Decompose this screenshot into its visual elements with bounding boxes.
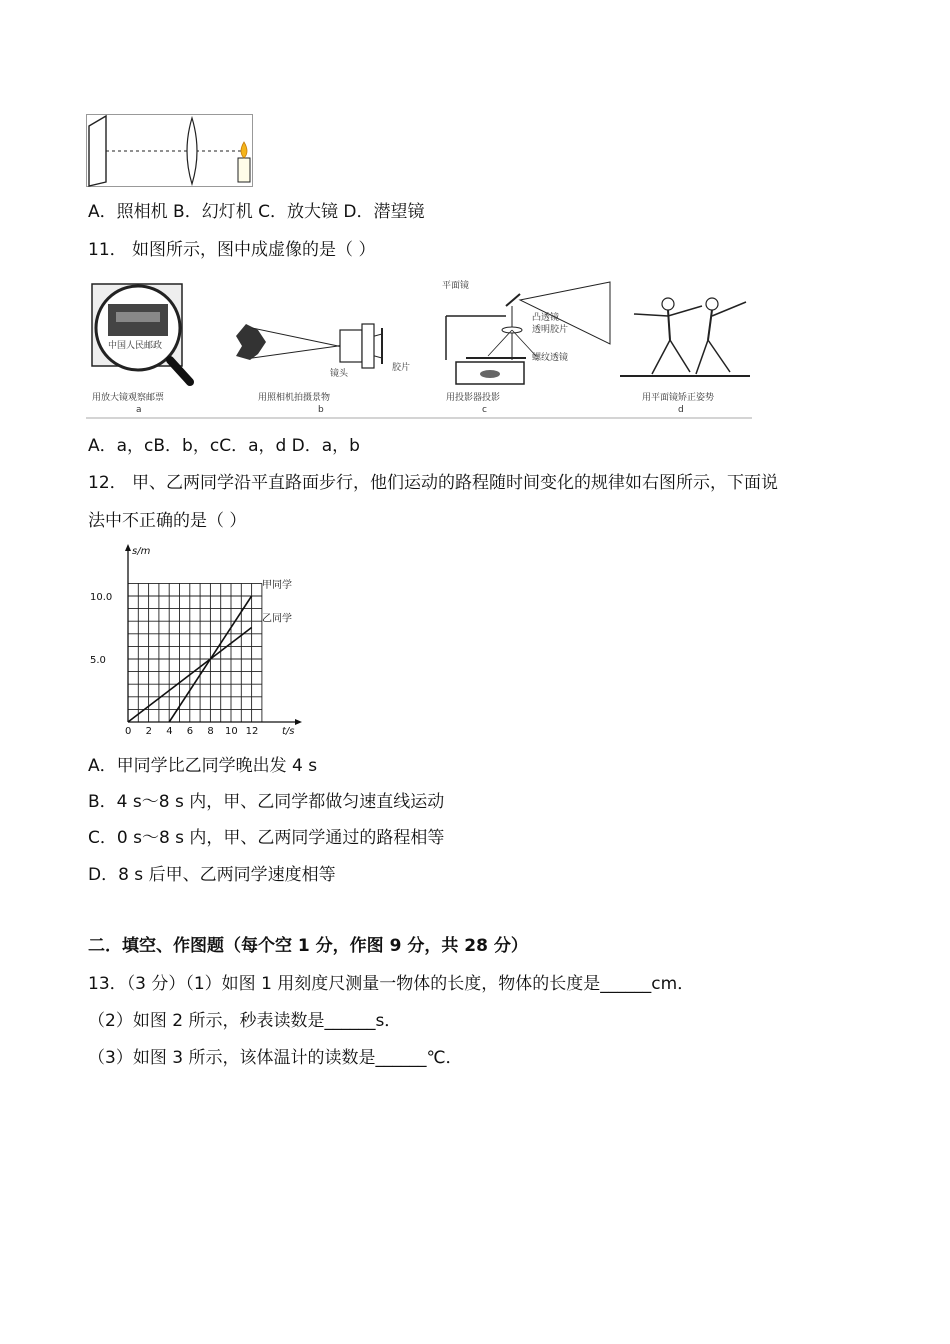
- s-t-chart: [86, 542, 304, 738]
- x-tick-label: 4: [166, 726, 173, 737]
- y-axis-label: s/m: [132, 546, 151, 557]
- q12-stem-line1: 12． 甲、乙两同学沿平直路面步行，他们运动的路程随时间变化的规律如右图所示，下面说: [88, 473, 779, 493]
- chart-grid: [128, 583, 262, 722]
- q12-option-d: D．8 s 后甲、乙两同学速度相等: [88, 865, 336, 885]
- fig-c-convex-label: 凸透镜: [532, 313, 560, 323]
- fig-b-caption: 用照相机拍摄景物: [258, 393, 331, 403]
- fig-b-lens-label: 镜头: [330, 369, 349, 379]
- candle-shape: [238, 158, 250, 182]
- flame-shape: [241, 142, 247, 158]
- screen-shape: [89, 116, 106, 186]
- chart-axes: [125, 544, 302, 737]
- fig-d-mirror-dancer: [620, 298, 750, 415]
- x-tick-label: 12: [245, 726, 259, 737]
- x-tick-label: 2: [145, 726, 152, 737]
- x-tick-label: 8: [207, 726, 214, 737]
- q12-option-c: C．0 s～8 s 内，甲、乙两同学通过的路程相等: [88, 828, 445, 848]
- fig-c-letter: c: [482, 405, 487, 415]
- x-tick-label: 0: [125, 726, 132, 737]
- fig-c-film-label: 透明胶片: [532, 325, 569, 335]
- series-label: 乙同学: [262, 613, 292, 625]
- q13-line2: （2）如图 2 所示，秒表读数是______s．: [88, 1011, 402, 1031]
- section2-heading: 二．填空、作图题（每个空 1 分，作图 9 分，共 28 分）: [88, 936, 528, 956]
- fig-d-letter: d: [678, 405, 684, 415]
- fig-b-camera: [236, 324, 410, 415]
- fig-a-stamp-text: 中国人民邮政: [108, 341, 163, 351]
- q11-options: A．a，cB．b，cC．a，d D．a，b: [88, 436, 360, 456]
- q11-figures: [86, 276, 754, 420]
- q10-figure: [86, 114, 254, 188]
- fig-a-letter: a: [136, 405, 142, 415]
- q11-stem: 11． 如图所示，图中成虚像的是（ ）: [88, 240, 376, 260]
- fig-c-projector: [442, 279, 610, 415]
- q10-options: A．照相机 B．幻灯机 C．放大镜 D．潜望镜: [88, 202, 425, 222]
- q12-option-a: A．甲同学比乙同学晚出发 4 s: [88, 756, 318, 776]
- x-tick-label: 10: [225, 726, 238, 737]
- y-axis-arrow: [125, 544, 131, 551]
- fig-b-letter: b: [318, 405, 324, 415]
- q12-option-b: B．4 s～8 s 内，甲、乙同学都做匀速直线运动: [88, 792, 445, 812]
- fig-a-magnifier-stamp: [92, 284, 190, 415]
- x-axis-arrow: [295, 719, 302, 725]
- fig-d-caption: 用平面镜矫正姿势: [642, 393, 715, 403]
- y-tick-label: 5.0: [90, 655, 106, 666]
- convex-lens-shape: [187, 118, 197, 184]
- fig-b-film-label: 胶片: [392, 363, 411, 373]
- series-label: 甲同学: [262, 580, 292, 591]
- x-axis-label: t/s: [282, 726, 295, 737]
- y-tick-label: 10.0: [90, 592, 113, 603]
- fig-c-caption: 用投影器投影: [446, 393, 501, 403]
- q12-stem-line2: 法中不正确的是（ ）: [88, 511, 247, 531]
- fig-c-mirror-label: 平面镜: [442, 281, 470, 291]
- q13-line3: （3）如图 3 所示，该体温计的读数是______℃．: [88, 1048, 463, 1068]
- q13-line1: 13．（3 分）（1）如图 1 用刻度尺测量一物体的长度，物体的长度是______cm．: [88, 974, 695, 994]
- fig-a-caption: 用放大镜观察邮票: [92, 393, 165, 403]
- fig-c-fresnel-label: 螺纹透镜: [532, 353, 569, 363]
- x-tick-label: 6: [186, 726, 194, 737]
